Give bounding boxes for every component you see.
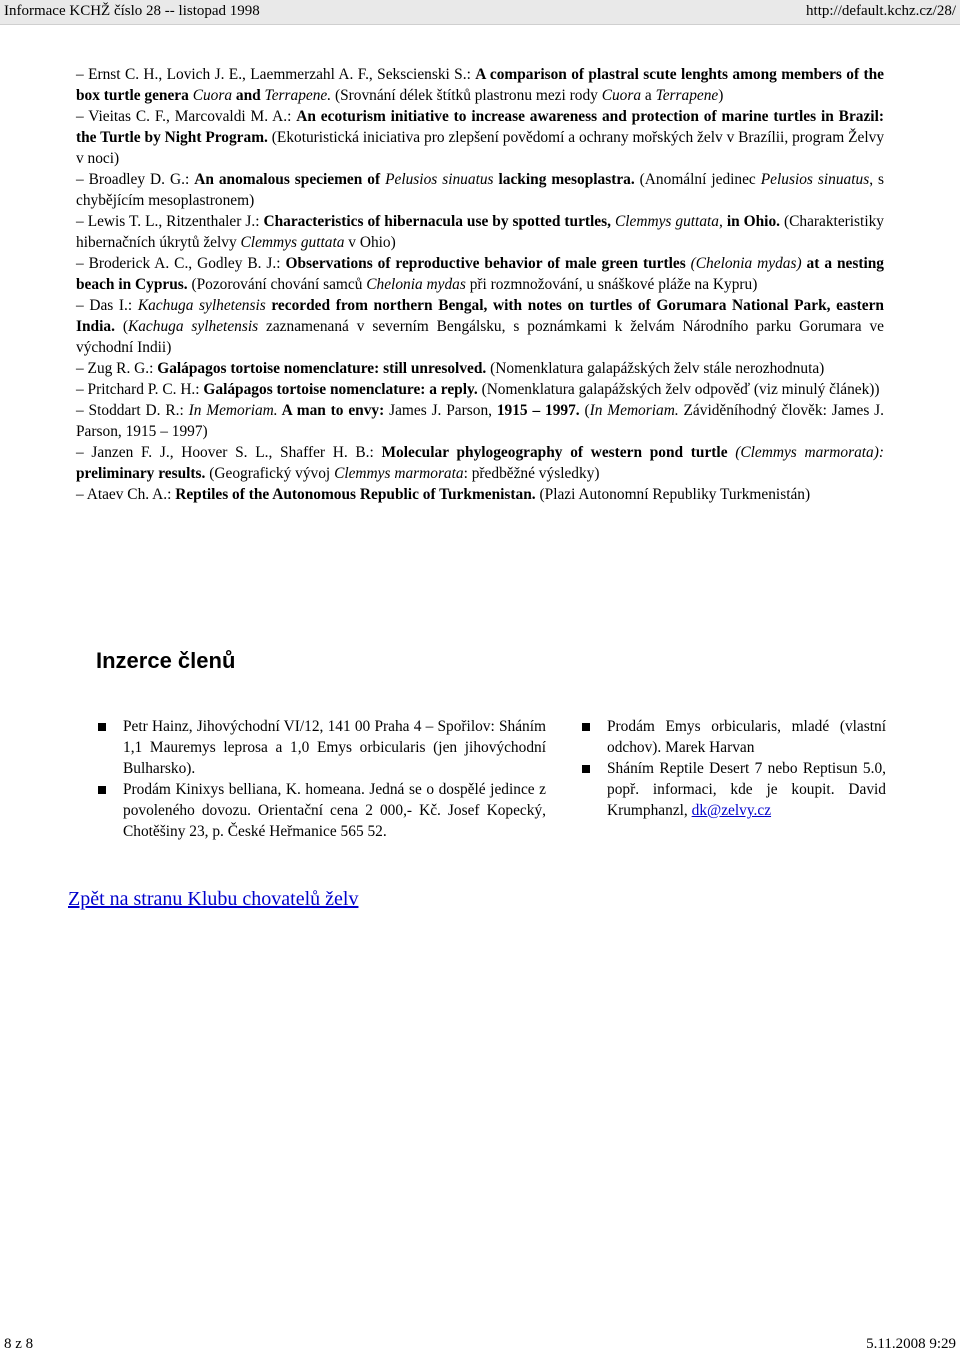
ad-item: Prodám Kinixys belliana, K. homeana. Jedná se o dospělé jedince z povoleného dovozu. Orientační cena 2 000,- Kč. Josef Kopecký, Chotěšiny 23, p. České Heřmanice 565 52. <box>96 779 546 842</box>
reference-item: – Lewis T. L., Ritzenthaler J.: Characteristics of hibernacula use by spotted turtles, Clemmys guttata, in Ohio. (Charakteristiky hibernačních úkrytů želvy Clemmys guttata v Ohio) <box>76 213 884 251</box>
square-bullet-icon <box>582 723 590 731</box>
print-datetime: 5.11.2008 9:29 <box>866 1336 956 1352</box>
header-url: http://default.kchz.cz/28/ <box>806 3 956 19</box>
square-bullet-icon <box>582 765 590 773</box>
reference-item: – Broadley D. G.: An anomalous speciemen of Pelusios sinuatus lacking mesoplastra. (Anomální jedinec Pelusios sinuatus, s chybějícím mesoplastronem) <box>76 171 884 209</box>
header-title: Informace KCHŽ číslo 28 -- listopad 1998 <box>4 3 260 19</box>
reference-item: – Stoddart D. R.: In Memoriam. A man to envy: James J. Parson, 1915 – 1997. (In Memoriam. Záviděníhodný člověk: James J. Parson, 1915 – 1997) <box>76 402 884 440</box>
reference-item: – Pritchard P. C. H.: Galápagos tortoise nomenclature: a reply. (Nomenklatura galapážských želv odpověď (viz minulý článek)) <box>76 381 880 398</box>
square-bullet-icon <box>98 723 106 731</box>
reference-item: – Broderick A. C., Godley B. J.: Observations of reproductive behavior of male green turtles (Chelonia mydas) at a nesting beach in Cyprus. (Pozorování chování samců Chelonia mydas při rozmnožování, u snáškové pláže na Kypru) <box>76 255 884 293</box>
reference-item: – Ernst C. H., Lovich J. E., Laemmerzahl A. F., Sekscienski S.: A comparison of plastral scute lenghts among members of the box turtle genera Cuora and Terrapene. (Srovnání délek štítků plastronu mezi rody Cuora a Terrapene) <box>76 66 884 104</box>
reference-list <box>76 64 884 505</box>
print-header <box>0 0 960 25</box>
reference-item: – Vieitas C. F., Marcovaldi M. A.: An ecoturism initiative to increase awareness and protection of marine turtles in Brazil: the Turtle by Night Program. (Ekoturistická iniciativa pro zlepšení povědomí a ochrany mořských želv v Brazílii, program Želvy v noci) <box>76 108 885 167</box>
ads-heading: Inzerce členů <box>96 648 236 673</box>
reference-item: – Ataev Ch. A.: Reptiles of the Autonomous Republic of Turkmenistan. (Plazi Autonomní Republiky Turkmenistán) <box>76 486 811 503</box>
ad-item: Prodám Emys orbicularis, mladé (vlastní odchov). Marek Harvan <box>580 716 886 758</box>
email-link[interactable]: dk@zelvy.cz <box>691 802 772 819</box>
reference-item: – Zug R. G.: Galápagos tortoise nomenclature: still unresolved. (Nomenklatura galapážských želv stále nerozhodnuta) <box>76 360 825 377</box>
square-bullet-icon <box>98 786 106 794</box>
reference-item: – Das I.: Kachuga sylhetensis recorded from northern Bengal, with notes on turtles of Gorumara National Park, eastern India. (Kachuga sylhetensis zaznamenaná v severním Bengálsku, s poznámkami k želvám Národního parku Gorumara ve východní Indii) <box>76 297 884 356</box>
back-to-club-link[interactable]: Zpět na stranu Klubu chovatelů želv <box>68 888 359 910</box>
ad-item: Petr Hainz, Jihovýchodní VI/12, 141 00 Praha 4 – Spořilov: Sháním 1,1 Mauremys leprosa a 1,0 Emys orbicularis (jen jihovýchodní Bulharsko). <box>96 716 546 779</box>
ad-item: Sháním Reptile Desert 7 nebo Reptisun 5.0, popř. informaci, kde je koupit. David Krumphanzl, dk@zelvy.cz <box>580 758 886 821</box>
ads-right-column <box>580 716 886 821</box>
ads-left-column <box>96 716 546 842</box>
page-counter: 8 z 8 <box>4 1336 34 1352</box>
reference-item: – Janzen F. J., Hoover S. L., Shaffer H. B.: Molecular phylogeography of western pond turtle (Clemmys marmorata): preliminary results. (Geografický vývoj Clemmys marmorata: předběžné výsledky) <box>76 444 885 482</box>
